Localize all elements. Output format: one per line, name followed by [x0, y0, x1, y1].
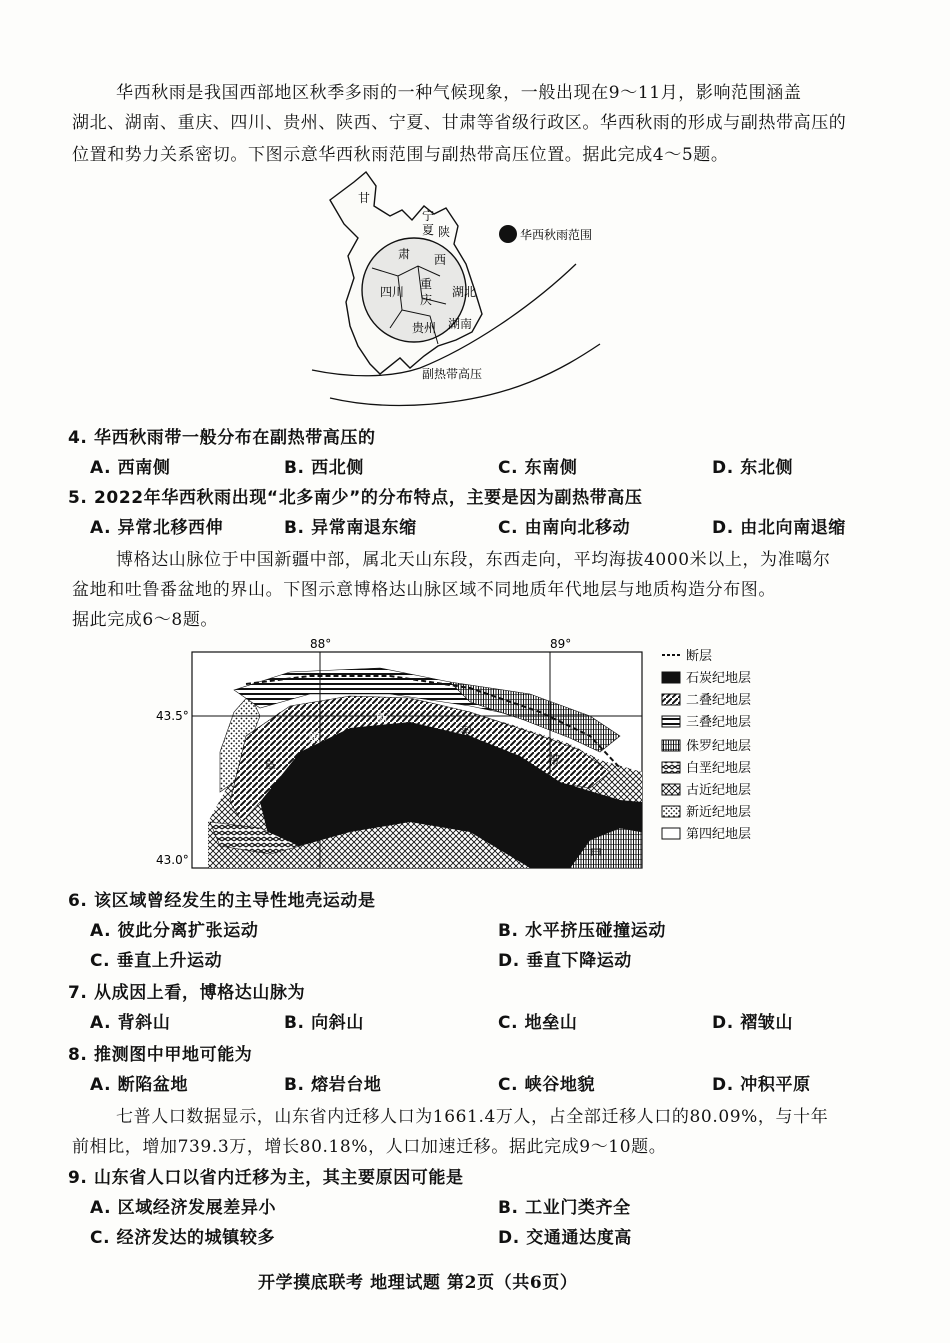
- label-ning: 宁: [422, 209, 435, 223]
- legend-permian-swatch: [662, 694, 680, 705]
- bogda-geology-map: [150, 632, 790, 872]
- q5-option-c[interactable]: C. 由南向北移动: [498, 518, 631, 538]
- legend-quaternary-swatch: [662, 828, 680, 839]
- q6-stem: 6. 该区域曾经发生的主导性地壳运动是: [68, 891, 376, 911]
- label-lie: 裂: [460, 725, 473, 739]
- q4-stem: 4. 华西秋雨带一般分布在副热带高压的: [68, 428, 376, 448]
- legend-paleogene-swatch: [662, 784, 680, 795]
- legend-cretaceous: 白垩纪地层: [686, 761, 752, 776]
- legend-carboniferous-swatch: [662, 672, 680, 683]
- legend-neogene-swatch: [662, 806, 680, 817]
- q7-option-a[interactable]: A. 背斜山: [90, 1013, 171, 1033]
- label-hubei: 湖北: [452, 285, 477, 299]
- q9-option-d[interactable]: D. 交通通达度高: [498, 1228, 632, 1248]
- label-guizhou: 贵州: [412, 321, 437, 335]
- legend-rain-dot: [499, 225, 517, 243]
- q8-option-d[interactable]: D. 冲积平原: [712, 1075, 811, 1095]
- q4-option-b[interactable]: B. 西北侧: [284, 458, 364, 478]
- q5-option-b[interactable]: B. 异常南退东缩: [284, 518, 417, 538]
- q8-option-c[interactable]: C. 峡谷地貌: [498, 1075, 596, 1095]
- legend-permian: 二叠纪地层: [686, 693, 752, 708]
- label-kang: 康: [308, 731, 321, 745]
- q6-option-c[interactable]: C. 垂直上升运动: [90, 951, 223, 971]
- label-dai: 带: [548, 753, 561, 767]
- label-shaan: 陕: [438, 225, 451, 239]
- label-gan: 甘: [358, 191, 371, 205]
- lon-89-label: 89°: [550, 637, 572, 651]
- q6-option-d[interactable]: D. 垂直下降运动: [498, 951, 632, 971]
- q4-option-a[interactable]: A. 西南侧: [90, 458, 171, 478]
- label-xi: 西: [434, 253, 447, 267]
- q9-option-b[interactable]: B. 工业门类齐全: [498, 1198, 631, 1218]
- q6-option-a[interactable]: A. 彼此分离扩张运动: [90, 921, 259, 941]
- legend-triassic: 三叠纪地层: [686, 715, 752, 730]
- q9-stem: 9. 山东省人口以省内迁移为主，其主要原因可能是: [68, 1168, 464, 1188]
- passage2-line2: 盆地和吐鲁番盆地的界山。下图示意博格达山脉区域不同地质年代地层与地质构造分布图。: [72, 580, 776, 600]
- q9-option-a[interactable]: A. 区域经济发展差异小: [90, 1198, 277, 1218]
- q7-stem: 7. 从成因上看，博格达山脉为: [68, 983, 306, 1003]
- huaxi-rain-map: [310, 168, 630, 413]
- subtropical-high-label: 副热带高压: [422, 367, 483, 381]
- q8-option-b[interactable]: B. 熔岩台地: [284, 1075, 382, 1095]
- label-jia: 甲: [590, 847, 603, 861]
- label-hunan: 湖南: [448, 317, 473, 331]
- label-fu: 阜: [264, 759, 277, 773]
- q5-option-a[interactable]: A. 异常北移西伸: [90, 518, 224, 538]
- q7-option-b[interactable]: B. 向斜山: [284, 1013, 364, 1033]
- q4-option-c[interactable]: C. 东南侧: [498, 458, 578, 478]
- lat-43-5-label: 43.5°: [156, 709, 189, 723]
- label-qing: 庆: [420, 293, 433, 307]
- label-su: 肃: [398, 247, 411, 261]
- lat-43-0-label: 43.0°: [156, 853, 189, 867]
- passage2-line3: 据此完成6～8题。: [72, 610, 219, 630]
- passage3-line2: 前相比，增加739.3万，增长80.18%，人口加速迁移。据此完成9～10题。: [72, 1137, 667, 1157]
- legend-quaternary: 第四纪地层: [686, 827, 752, 842]
- legend-cretaceous-swatch: [662, 762, 680, 773]
- label-sichuan: 四川: [380, 285, 405, 299]
- q8-option-a[interactable]: A. 断陷盆地: [90, 1075, 189, 1095]
- q6-option-b[interactable]: B. 水平挤压碰撞运动: [498, 921, 666, 941]
- legend-jurassic-swatch: [662, 740, 680, 751]
- passage1-line1: 华西秋雨是我国西部地区秋季多雨的一种气候现象，一般出现在9～11月，影响范围涵盖: [116, 83, 802, 103]
- q7-option-c[interactable]: C. 地垒山: [498, 1013, 578, 1033]
- q9-option-c[interactable]: C. 经济发达的城镇较多: [90, 1228, 276, 1248]
- legend-neogene: 新近纪地层: [686, 805, 752, 820]
- label-duan: 断: [376, 711, 389, 725]
- passage3-line1: 七普人口数据显示，山东省内迁移人口为1661.4万人，占全部迁移人口的80.09%，与十年: [116, 1107, 829, 1127]
- legend-fault: 断层: [686, 649, 713, 664]
- legend-carboniferous: 石炭纪地层: [686, 671, 752, 686]
- q5-stem: 5. 2022年华西秋雨出现“北多南少”的分布特点，主要是因为副热带高压: [68, 488, 643, 508]
- page-footer: 开学摸底联考 地理试题 第2页（共6页）: [258, 1273, 578, 1293]
- label-xia: 夏: [422, 223, 435, 237]
- q7-option-d[interactable]: D. 褶皱山: [712, 1013, 794, 1033]
- label-chong: 重: [420, 277, 433, 291]
- passage1-line3: 位置和势力关系密切。下图示意华西秋雨范围与副热带高压位置。据此完成4～5题。: [72, 145, 729, 165]
- legend-jurassic: 侏罗纪地层: [686, 739, 752, 754]
- q5-option-d[interactable]: D. 由北向南退缩: [712, 518, 846, 538]
- q8-stem: 8. 推测图中甲地可能为: [68, 1045, 253, 1065]
- legend-triassic-swatch: [662, 716, 680, 727]
- passage1-line2: 湖北、湖南、重庆、四川、贵州、陕西、宁夏、甘肃等省级行政区。华西秋雨的形成与副热带高压的: [72, 113, 847, 133]
- q4-option-d[interactable]: D. 东北侧: [712, 458, 794, 478]
- legend-paleogene: 古近纪地层: [686, 783, 752, 798]
- legend-rain-label: 华西秋雨范围: [520, 228, 593, 242]
- geology-legend: [662, 648, 751, 842]
- passage2-line1: 博格达山脉位于中国新疆中部，属北天山东段，东西走向，平均海拔4000米以上，为准噶尔: [116, 550, 831, 570]
- lon-88-label: 88°: [310, 637, 332, 651]
